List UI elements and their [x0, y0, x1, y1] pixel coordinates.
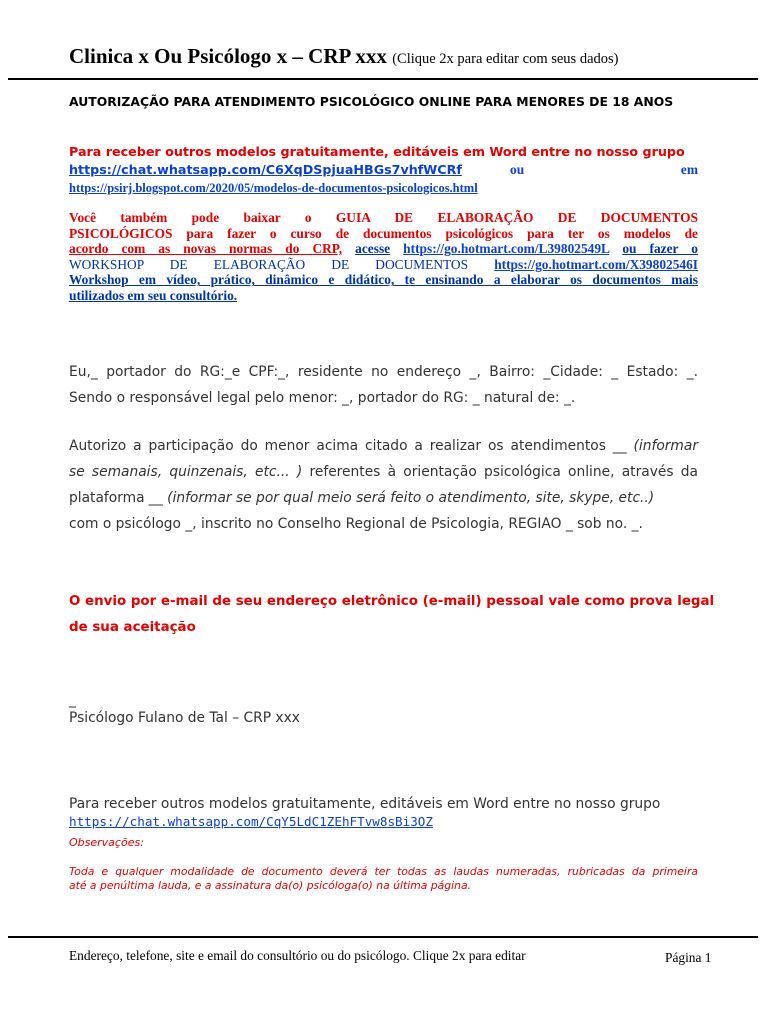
- footer-promo-text: Para receber outros modelos gratuitamente, editáveis em Word entre no nosso grupo: [69, 796, 661, 812]
- page-number: Página 1: [665, 950, 712, 965]
- workshop-title: WORKSHOP DE ELABORAÇÃO DE DOCUMENTOS: [69, 256, 469, 272]
- guide-line-2: PSICOLÓGICOS para fazer o curso de documentos psicológicos para ter os modelos de: [69, 225, 698, 241]
- promo-text: Para receber outros modelos gratuitamente, editáveis em Word entre no nosso grupo: [69, 144, 685, 159]
- auth-line-4: com o psicólogo _, inscrito no Conselho Regional de Psicologia, REGIAO _ sob no. _.: [69, 516, 643, 532]
- observations-line-2: até a penúltima lauda, e a assinatura da(o) psicóloga(o) na última página.: [69, 879, 471, 892]
- guide-line-3-tail: ou fazer o: [622, 241, 698, 257]
- hotmart-guide-link[interactable]: https://go.hotmart.com/L39802549L: [403, 241, 610, 257]
- email-consent-notice: [69, 589, 715, 641]
- promo-whatsapp-block: [69, 143, 698, 197]
- footer-divider: [8, 936, 758, 938]
- clinic-title: Clinica x Ou Psicólogo x – CRP xxx: [69, 44, 387, 68]
- workshop-description-2: utilizados em seu consultório.: [69, 287, 238, 303]
- page-header: [69, 44, 618, 69]
- guardian-line-1: Eu,_ portador do RG:_e CPF:_, residente no endereço _, Bairro: _Cidade: _ Estado: _.: [69, 364, 698, 380]
- authorization-paragraph: [69, 433, 698, 537]
- auth-line-1a: Autorizo a participação do menor acima citado a realizar os atendimentos __: [69, 438, 627, 454]
- observations-line-1: Toda e qualquer modalidade de documento deverá ter todas as laudas numeradas, rubricadas da primeira: [69, 865, 698, 878]
- guardian-paragraph: [69, 359, 698, 411]
- auth-line-2a: se semanais, quinzenais, etc... ): [69, 464, 303, 480]
- auth-line-3b: (informar se por qual meio será feito o atendimento, site, skype, etc..): [167, 490, 655, 506]
- auth-line-2b: referentes à orientação psicológica online, através da: [309, 464, 698, 480]
- guide-line-1: Você também pode baixar o GUIA DE ELABORAÇÃO DE DOCUMENTOS: [69, 210, 698, 225]
- signature-line: _: [69, 692, 76, 708]
- observations-text: [69, 865, 698, 893]
- signature-name: Psicólogo Fulano de Tal – CRP xxx: [69, 710, 300, 726]
- workshop-description-1: Workshop em vídeo, prático, dinâmico e didático, te ensinando a elaborar os documentos mais: [69, 272, 698, 288]
- guardian-line-2: Sendo o responsável legal pelo menor: _, portador do RG: _ natural de: _.: [69, 390, 576, 406]
- auth-line-3a: plataforma __: [69, 490, 163, 506]
- guide-line-3-acesse: acesse: [355, 241, 391, 257]
- footer-contact: Endereço, telefone, site e email do consultório ou do psicólogo. Clique 2x para editar: [69, 948, 526, 963]
- guide-line-3-red: acordo com as novas normas do CRP,: [69, 241, 343, 257]
- observations-label: Observações:: [69, 836, 144, 849]
- hotmart-workshop-link[interactable]: https://go.hotmart.com/X39802546I: [494, 256, 699, 272]
- whatsapp-group-link[interactable]: https://chat.whatsapp.com/C6XqDSpjuaHBGs7vhfWCRf: [69, 162, 462, 177]
- guide-promo-block: [69, 210, 698, 304]
- in-word: em: [680, 162, 698, 177]
- or-word: ou: [510, 162, 525, 177]
- header-divider: [8, 78, 758, 80]
- footer-whatsapp-link[interactable]: https://chat.whatsapp.com/CqY5LdC1ZEhFTvw8sBi3OZ: [69, 814, 433, 829]
- notice-line-1: O envio por e-mail de seu endereço eletrônico (e-mail) pessoal vale como prova legal: [69, 594, 715, 609]
- footer-promo-block: [69, 795, 660, 831]
- notice-line-2: de sua aceitação: [69, 620, 196, 635]
- document-title: AUTORIZAÇÃO PARA ATENDIMENTO PSICOLÓGICO ONLINE PARA MENORES DE 18 ANOS: [69, 94, 674, 109]
- blog-link[interactable]: https://psirj.blogspot.com/2020/05/modelos-de-documentos-psicologicos.html: [69, 181, 478, 195]
- auth-line-1b: (informar: [633, 438, 698, 454]
- header-edit-note: (Clique 2x para editar com seus dados): [392, 51, 619, 67]
